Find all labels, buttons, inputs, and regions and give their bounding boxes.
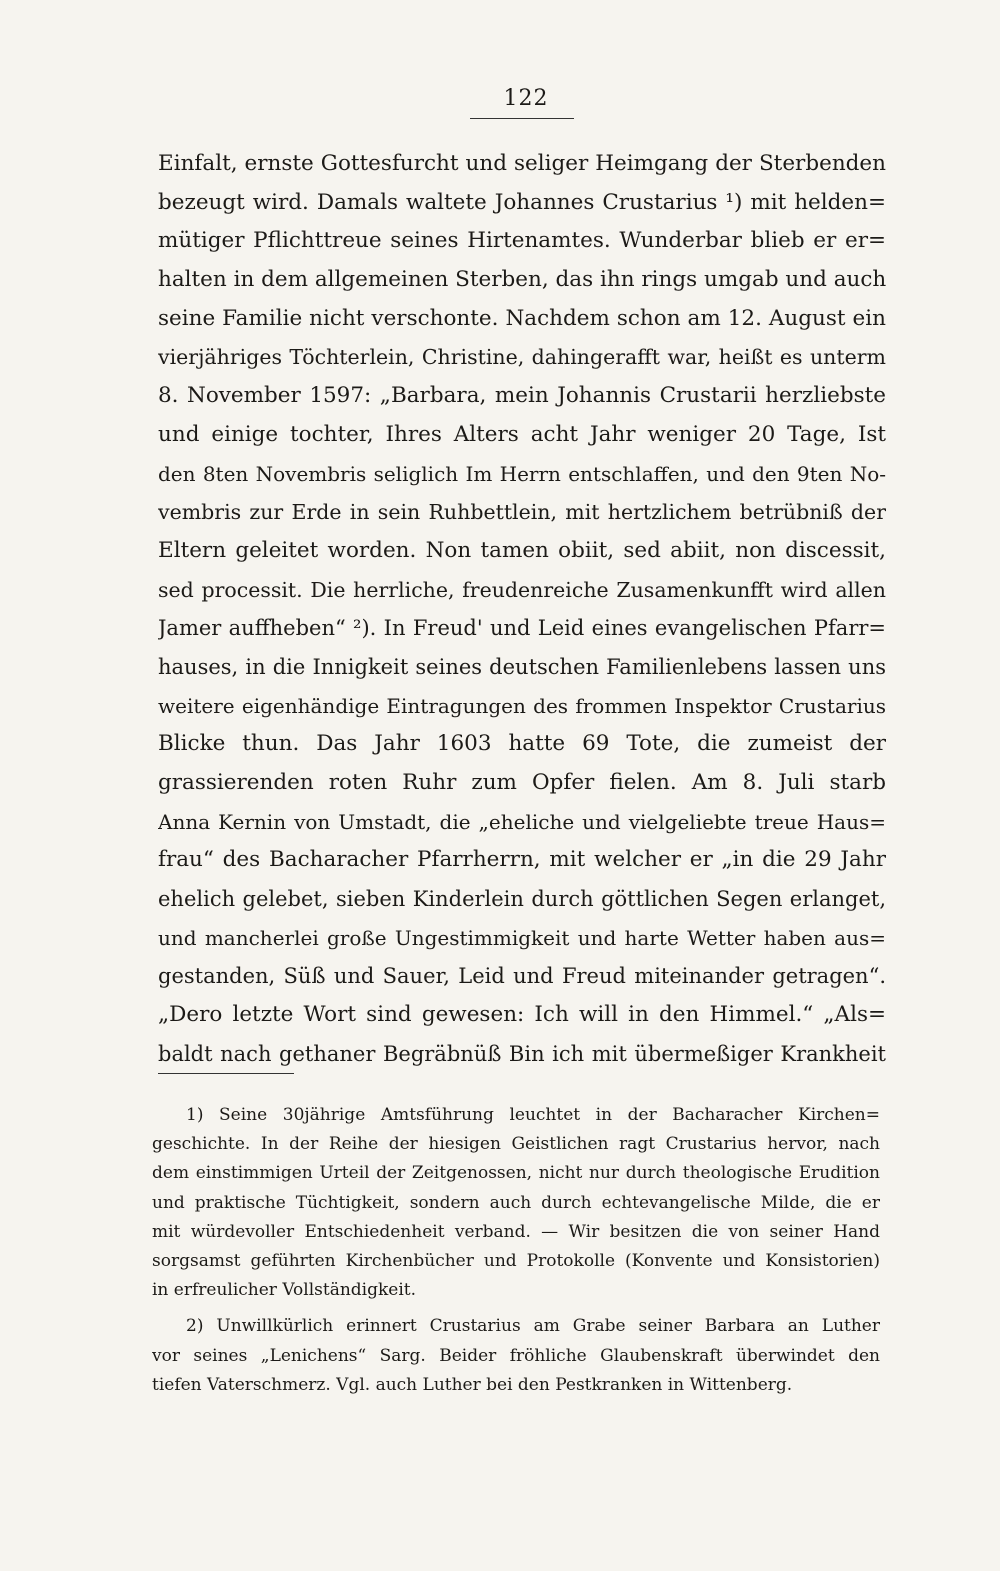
page-number-rule [470,118,574,119]
body-text [158,145,886,1074]
footnote-1 [152,1101,880,1305]
footnote-line: dem einstimmigen Urteil der Zeitgenossen, nicht nur durch theologische Erudition [152,1163,880,1184]
body-line: Einfalt, ernste Gottesfurcht und seliger Heimgang der Sterbenden [158,151,886,176]
body-line: halten in dem allgemeinen Sterben, das ihn rings umgab und auch [158,267,886,293]
body-line: 8. November 1597: „Barbara, mein Johannis Crustarii herzliebste [158,383,886,409]
body-line: und mancherlei große Ungestimmigkeit und harte Wetter haben aus= [158,925,886,950]
footnote-line: in erfreulicher Vollständigkeit. [152,1280,417,1301]
body-line: vierjähriges Töchterlein, Christine, dahingerafft war, heißt es unterm [158,345,886,370]
body-line: Eltern geleitet worden. Non tamen obiit, sed abiit, non discessit, [158,537,886,563]
footnote-line: geschichte. In der Reihe der hiesigen Geistlichen ragt Crustarius hervor, nach [152,1134,880,1155]
body-line: „Dero letzte Wort sind gewesen: Ich will in den Himmel.“ „Als= [158,1002,886,1028]
footnote-line: tiefen Vaterschmerz. Vgl. auch Luther bei den Pestkranken in Wittenberg. [152,1374,793,1395]
body-line: vembris zur Erde in sein Ruhbettlein, mit hertzlichem betrübniß der [158,500,886,525]
body-line: bezeugt wird. Damals waltete Johannes Crustarius ¹) mit helden= [158,189,886,215]
body-line: mütiger Pflichttreue seines Hirtenamtes. Wunderbar blieb er er= [158,228,886,254]
footnote-line: sorgsamst geführten Kirchenbücher und Protokolle (Konvente und Konsistorien) [152,1250,880,1271]
footnote-line: 2) Unwillkürlich erinnert Crustarius am Grabe seiner Barbara an Luther [186,1316,880,1337]
body-line: den 8ten Novembris seliglich Im Herrn entschlaffen, und den 9ten No- [158,461,886,486]
body-line: hauses, in die Innigkeit seines deutschen Familienlebens lassen uns [158,654,886,679]
body-line: frau“ des Bacharacher Pfarrherrn, mit welcher er „in die 29 Jahr [158,847,886,873]
body-line: seine Familie nicht verschonte. Nachdem schon am 12. August ein [158,305,886,331]
body-line: grassierenden roten Ruhr zum Opfer fielen. Am 8. Juli starb [158,770,886,795]
body-line: und einige tochter, Ihres Alters acht Jahr weniger 20 Tage, Ist [158,421,886,447]
body-line: Jamer auffheben“ ²). In Freud' und Leid eines evangelischen Pfarr= [158,616,886,641]
page-number: 122 [503,86,549,111]
footnote-line: vor seines „Lenichens“ Sarg. Beider fröhliche Glaubenskraft überwindet den [152,1345,880,1366]
body-line: Blicke thun. Das Jahr 1603 hatte 69 Tote, die zumeist der [158,731,886,757]
body-line: Anna Kernin von Umstadt, die „eheliche und vielgeliebte treue Haus= [158,809,886,834]
footnote-line: und praktische Tüchtigkeit, sondern auch durch echtevangelische Milde, die er [152,1192,880,1213]
footnote-rule [158,1073,294,1074]
body-line: ehelich gelebet, sieben Kinderlein durch göttlichen Segen erlanget, [158,887,886,912]
body-line: weitere eigenhändige Eintragungen des frommen Inspektor Crustarius [158,693,886,718]
body-line: gestanden, Süß und Sauer, Leid und Freud miteinander getragen“. [158,964,886,989]
body-line: sed processit. Die herrliche, freudenreiche Zusamenkunfft wird allen [158,577,886,602]
footnote-line: 1) Seine 30jährige Amtsführung leuchtet in der Bacharacher Kirchen= [186,1105,880,1125]
footnote-2 [152,1312,880,1400]
footnotes [152,1101,880,1400]
body-line: baldt nach gethaner Begräbnüß Bin ich mit übermeßiger Krankheit [158,1041,886,1066]
footnote-line: mit würdevoller Entschiedenheit verband. — Wir besitzen die von seiner Hand [152,1221,880,1242]
